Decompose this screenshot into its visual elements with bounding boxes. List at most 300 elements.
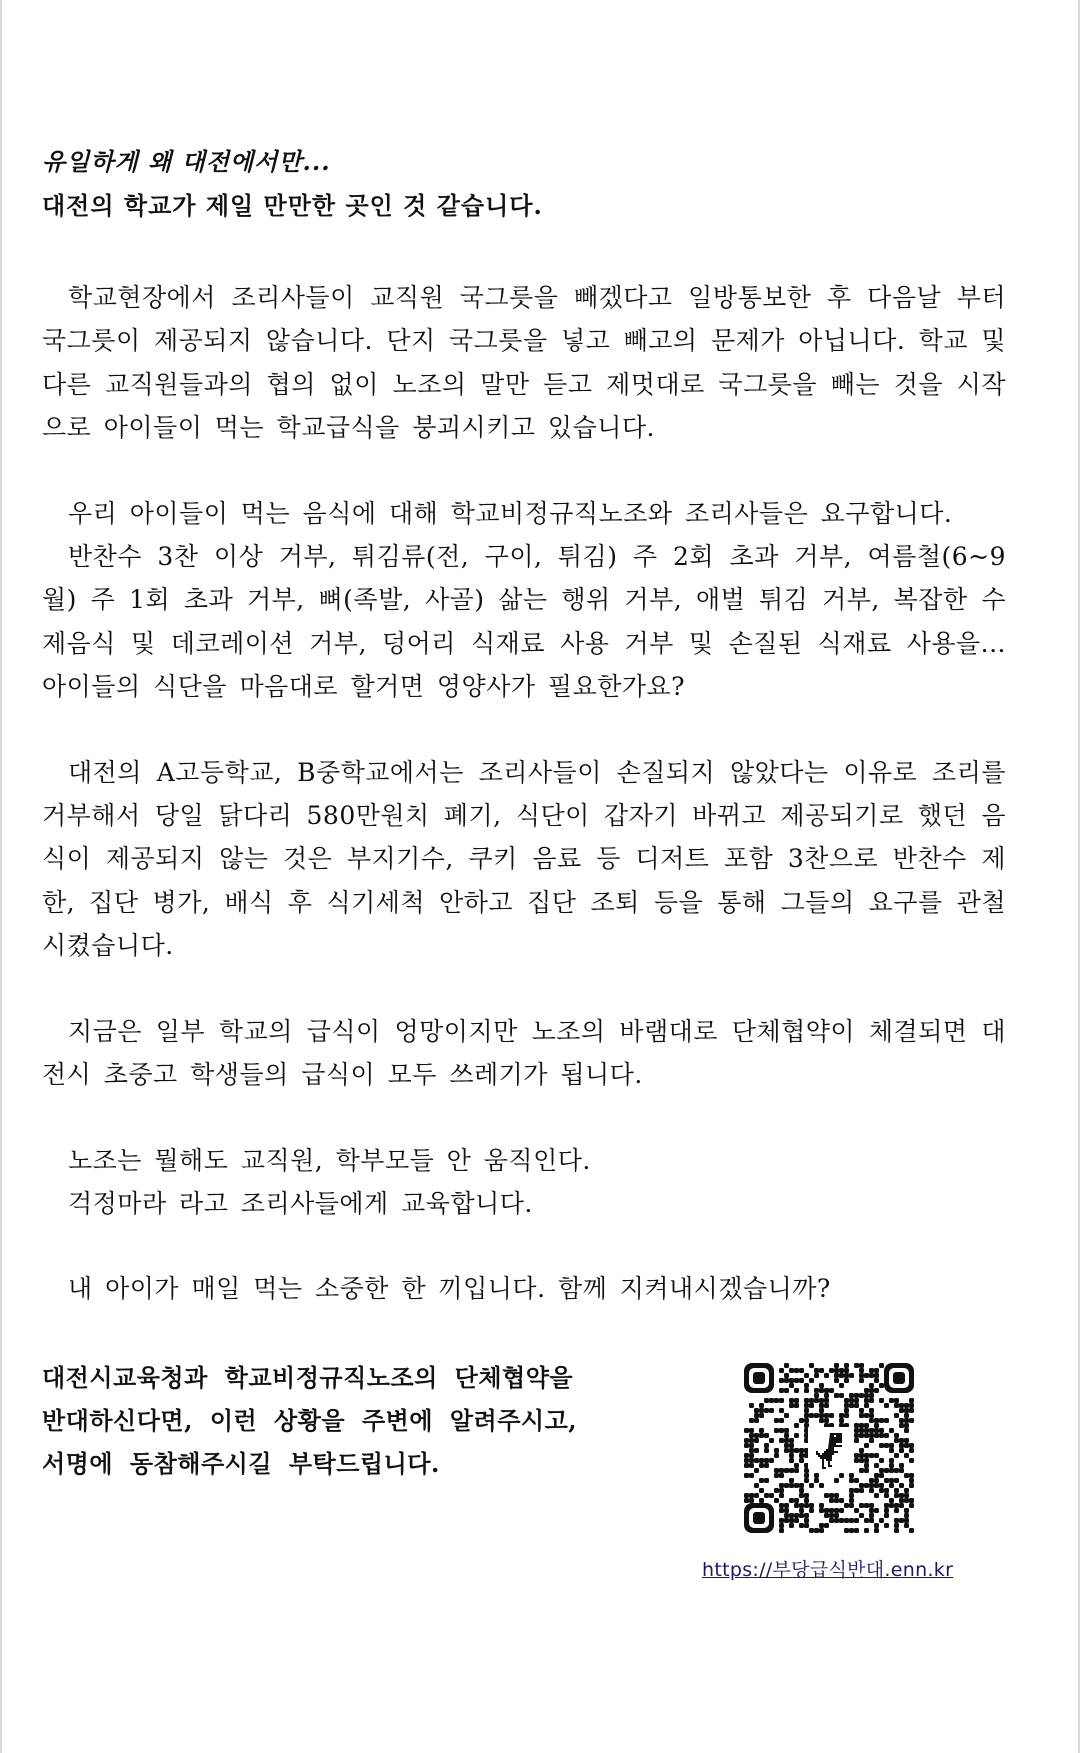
- qr-module: [894, 1528, 899, 1533]
- qr-module: [769, 1438, 774, 1443]
- qr-module: [859, 1448, 864, 1453]
- petition-link[interactable]: https://부당급식반대.enn.kr: [702, 1559, 954, 1581]
- qr-module: [829, 1508, 834, 1513]
- qr-module: [879, 1433, 884, 1438]
- qr-module: [844, 1378, 849, 1383]
- qr-module: [909, 1528, 914, 1533]
- qr-module: [809, 1508, 814, 1513]
- qr-module: [864, 1518, 869, 1523]
- qr-module: [839, 1373, 844, 1378]
- qr-module: [854, 1518, 859, 1523]
- qr-module: [809, 1378, 814, 1383]
- qr-module: [899, 1443, 904, 1448]
- qr-module: [834, 1393, 839, 1398]
- qr-module: [869, 1483, 874, 1488]
- qr-module: [864, 1503, 869, 1508]
- qr-module: [794, 1468, 799, 1473]
- qr-module: [814, 1478, 819, 1483]
- qr-module: [849, 1488, 854, 1493]
- qr-module: [899, 1403, 904, 1408]
- qr-module: [859, 1488, 864, 1493]
- qr-module: [784, 1468, 789, 1473]
- qr-module: [839, 1383, 844, 1388]
- qr-module: [794, 1513, 799, 1518]
- qr-module: [754, 1408, 759, 1413]
- qr-module: [764, 1478, 769, 1483]
- qr-module: [809, 1398, 814, 1403]
- qr-module: [894, 1403, 899, 1408]
- qr-module: [854, 1438, 859, 1443]
- qr-module: [884, 1523, 889, 1528]
- paragraph-4: [42, 1010, 1006, 1097]
- qr-module: [819, 1388, 824, 1393]
- paragraph-6-text: 내 아이가 매일 먹는 소중한 한 끼입니다. 함께 지켜내시겠습니까?: [68, 1274, 831, 1304]
- qr-module: [864, 1413, 869, 1418]
- qr-module: [779, 1378, 784, 1383]
- qr-module: [894, 1503, 899, 1508]
- qr-module: [794, 1483, 799, 1488]
- qr-module: [749, 1453, 754, 1458]
- qr-module: [804, 1523, 809, 1528]
- qr-module: [794, 1388, 799, 1393]
- qr-module: [794, 1403, 799, 1408]
- qr-module: [874, 1388, 879, 1393]
- qr-module: [789, 1383, 794, 1388]
- qr-module: [834, 1363, 839, 1368]
- qr-module: [804, 1518, 809, 1523]
- qr-module: [784, 1428, 789, 1433]
- qr-module: [889, 1468, 894, 1473]
- qr-module: [894, 1468, 899, 1473]
- qr-module: [894, 1438, 899, 1443]
- qr-module: [909, 1403, 914, 1408]
- qr-module: [879, 1398, 884, 1403]
- closing-line-2: 반대하신다면, 이런 상황을 주변에 알려주시고,: [42, 1406, 578, 1435]
- qr-module: [759, 1408, 764, 1413]
- qr-module: [854, 1423, 859, 1428]
- qr-module: [819, 1418, 824, 1423]
- qr-module: [854, 1458, 859, 1463]
- qr-module: [789, 1378, 794, 1383]
- qr-module: [784, 1438, 789, 1443]
- qr-code[interactable]: [744, 1363, 914, 1533]
- qr-module: [859, 1423, 864, 1428]
- qr-module: [754, 1468, 759, 1473]
- qr-module: [784, 1388, 789, 1393]
- qr-module: [824, 1513, 829, 1518]
- qr-module: [904, 1403, 909, 1408]
- qr-module: [779, 1468, 784, 1473]
- qr-module: [779, 1398, 784, 1403]
- qr-module: [779, 1528, 784, 1533]
- qr-module: [889, 1398, 894, 1403]
- intro-question: 유일하게 왜 대전에서만...: [42, 147, 331, 176]
- qr-module: [769, 1493, 774, 1498]
- qr-module: [744, 1458, 749, 1463]
- qr-module: [789, 1438, 794, 1443]
- qr-module: [784, 1378, 789, 1383]
- qr-module: [814, 1473, 819, 1478]
- qr-module: [804, 1473, 809, 1478]
- qr-module: [854, 1433, 859, 1438]
- qr-module: [884, 1508, 889, 1513]
- qr-module: [794, 1503, 799, 1508]
- qr-module: [879, 1473, 884, 1478]
- qr-module: [774, 1418, 779, 1423]
- qr-module: [774, 1428, 779, 1433]
- qr-module: [849, 1518, 854, 1523]
- qr-module: [804, 1493, 809, 1498]
- qr-module: [799, 1378, 804, 1383]
- qr-module: [839, 1413, 844, 1418]
- qr-module: [829, 1513, 834, 1518]
- qr-module: [894, 1453, 899, 1458]
- qr-module: [869, 1408, 874, 1413]
- qr-module: [799, 1418, 804, 1423]
- qr-module: [834, 1513, 839, 1518]
- qr-module: [904, 1443, 909, 1448]
- qr-module: [909, 1483, 914, 1488]
- qr-module: [859, 1503, 864, 1508]
- qr-module: [764, 1408, 769, 1413]
- qr-module: [749, 1493, 754, 1498]
- qr-module: [744, 1453, 749, 1458]
- qr-module: [789, 1448, 794, 1453]
- qr-module: [839, 1418, 844, 1423]
- qr-module: [794, 1423, 799, 1428]
- paragraph-5: [42, 1139, 1006, 1226]
- qr-module: [899, 1438, 904, 1443]
- qr-module: [824, 1393, 829, 1398]
- qr-module: [859, 1378, 864, 1383]
- qr-module: [749, 1428, 754, 1433]
- qr-module: [874, 1423, 879, 1428]
- qr-module: [894, 1433, 899, 1438]
- qr-module: [819, 1383, 824, 1388]
- qr-module: [764, 1443, 769, 1448]
- qr-module: [899, 1463, 904, 1468]
- qr-module: [864, 1433, 869, 1438]
- qr-module: [789, 1368, 794, 1373]
- qr-module: [804, 1388, 809, 1393]
- qr-module: [764, 1398, 769, 1403]
- paragraph-2: [42, 492, 1006, 709]
- qr-module: [869, 1373, 874, 1378]
- qr-module: [754, 1438, 759, 1443]
- qr-module: [839, 1518, 844, 1523]
- qr-module: [904, 1438, 909, 1443]
- qr-module: [864, 1373, 869, 1378]
- qr-module: [804, 1498, 809, 1503]
- qr-module: [784, 1448, 789, 1453]
- qr-module: [819, 1403, 824, 1408]
- qr-module: [864, 1453, 869, 1458]
- qr-module: [789, 1453, 794, 1458]
- qr-module: [834, 1478, 839, 1483]
- qr-module: [849, 1503, 854, 1508]
- qr-module: [899, 1408, 904, 1413]
- qr-module: [889, 1458, 894, 1463]
- qr-module: [894, 1478, 899, 1483]
- qr-module: [874, 1483, 879, 1488]
- qr-module: [754, 1483, 759, 1488]
- qr-module: [904, 1413, 909, 1418]
- qr-module: [884, 1433, 889, 1438]
- qr-module: [904, 1453, 909, 1458]
- qr-module: [794, 1518, 799, 1523]
- qr-module: [819, 1368, 824, 1373]
- qr-module: [794, 1398, 799, 1403]
- qr-module: [859, 1433, 864, 1438]
- qr-module: [899, 1498, 904, 1503]
- paragraph-4-text: 지금은 일부 학교의 급식이 엉망이지만 노조의 바램대로 단체협약이 체결되면 대전시 초중고 학생들의 급식이 모두 쓰레기가 됩니다.: [42, 1016, 1006, 1090]
- qr-module: [854, 1363, 859, 1368]
- qr-module: [774, 1488, 779, 1493]
- qr-module: [859, 1363, 864, 1368]
- qr-module: [784, 1518, 789, 1523]
- qr-module: [799, 1368, 804, 1373]
- qr-module: [744, 1443, 749, 1448]
- qr-module: [749, 1498, 754, 1503]
- qr-module: [834, 1508, 839, 1513]
- qr-module: [799, 1513, 804, 1518]
- qr-module: [779, 1503, 784, 1508]
- qr-module: [809, 1413, 814, 1418]
- qr-module: [849, 1398, 854, 1403]
- qr-module: [869, 1513, 874, 1518]
- qr-module: [894, 1508, 899, 1513]
- qr-module: [789, 1513, 794, 1518]
- qr-module: [749, 1433, 754, 1438]
- qr-module: [804, 1413, 809, 1418]
- qr-module: [819, 1523, 824, 1528]
- qr-module: [824, 1388, 829, 1393]
- qr-module: [779, 1508, 784, 1513]
- qr-module: [859, 1428, 864, 1433]
- qr-module: [889, 1448, 894, 1453]
- qr-module: [789, 1458, 794, 1463]
- qr-module: [899, 1493, 904, 1498]
- qr-module: [834, 1373, 839, 1378]
- qr-module: [889, 1498, 894, 1503]
- qr-module: [899, 1518, 904, 1523]
- qr-module: [779, 1523, 784, 1528]
- qr-module: [794, 1498, 799, 1503]
- qr-module: [794, 1433, 799, 1438]
- qr-module: [904, 1408, 909, 1413]
- qr-module: [869, 1453, 874, 1458]
- qr-module: [789, 1478, 794, 1483]
- qr-module: [864, 1463, 869, 1468]
- qr-module: [874, 1473, 879, 1478]
- qr-module: [849, 1473, 854, 1478]
- qr-module: [894, 1493, 899, 1498]
- qr-module: [854, 1393, 859, 1398]
- qr-module: [804, 1418, 809, 1423]
- qr-module: [804, 1383, 809, 1388]
- qr-module: [854, 1528, 859, 1533]
- qr-module: [909, 1458, 914, 1463]
- qr-module: [804, 1398, 809, 1403]
- qr-module: [879, 1363, 884, 1368]
- qr-module: [874, 1378, 879, 1383]
- qr-module: [869, 1418, 874, 1423]
- qr-module: [849, 1478, 854, 1483]
- qr-module: [864, 1458, 869, 1463]
- qr-module: [904, 1498, 909, 1503]
- qr-module: [874, 1368, 879, 1373]
- qr-module: [899, 1468, 904, 1473]
- qr-module: [814, 1413, 819, 1418]
- qr-module: [904, 1473, 909, 1478]
- qr-module: [864, 1483, 869, 1488]
- qr-module: [909, 1478, 914, 1483]
- qr-module: [879, 1458, 884, 1463]
- qr-module: [889, 1463, 894, 1468]
- qr-module: [894, 1523, 899, 1528]
- qr-module: [749, 1418, 754, 1423]
- qr-module: [759, 1478, 764, 1483]
- qr-module: [859, 1453, 864, 1458]
- qr-module: [844, 1398, 849, 1403]
- qr-module: [754, 1448, 759, 1453]
- qr-module: [789, 1523, 794, 1528]
- qr-module: [779, 1483, 784, 1488]
- qr-module: [884, 1513, 889, 1518]
- qr-module: [874, 1453, 879, 1458]
- qr-module: [854, 1428, 859, 1433]
- qr-module: [879, 1468, 884, 1473]
- qr-module: [864, 1393, 869, 1398]
- qr-module: [904, 1513, 909, 1518]
- qr-module: [809, 1483, 814, 1488]
- qr-module: [829, 1413, 834, 1418]
- qr-module: [859, 1458, 864, 1463]
- closing-appeal: [42, 1356, 662, 1485]
- qr-module: [849, 1528, 854, 1533]
- qr-module: [824, 1413, 829, 1418]
- qr-module: [904, 1508, 909, 1513]
- qr-module: [749, 1458, 754, 1463]
- qr-module: [879, 1488, 884, 1493]
- qr-module: [904, 1518, 909, 1523]
- qr-module: [869, 1393, 874, 1398]
- qr-module: [759, 1413, 764, 1418]
- qr-module: [779, 1473, 784, 1478]
- qr-module: [789, 1403, 794, 1408]
- qr-module: [754, 1458, 759, 1463]
- qr-module: [764, 1458, 769, 1463]
- qr-module: [759, 1498, 764, 1503]
- paragraph-3: [42, 751, 1006, 968]
- qr-module: [779, 1418, 784, 1423]
- paragraph-3-text: 대전의 A고등학교, B중학교에서는 조리사들이 손질되지 않았다는 이유로 조리를 거부해서 당일 닭다리 580만원치 폐기, 식단이 갑자기 바뀌고 제공되기로 했던 음식이 제공되지 않는 것은 부지기수, 쿠키 음료 등 디저트 포함 3찬으로 반찬수 제한, 집단 병가, 배식 후 식기세척 안하고 집단 조퇴 등을 통해 그들의 요구를 관철시켰습니다.: [42, 757, 1006, 961]
- qr-module: [864, 1398, 869, 1403]
- qr-module: [869, 1478, 874, 1483]
- qr-module: [909, 1473, 914, 1478]
- qr-module: [789, 1468, 794, 1473]
- qr-module: [864, 1388, 869, 1393]
- qr-module: [849, 1373, 854, 1378]
- qr-module: [789, 1518, 794, 1523]
- qr-module: [864, 1423, 869, 1428]
- paragraph-5-line-1: 노조는 뭘해도 교직원, 학부모들 안 움직인다.: [68, 1145, 591, 1175]
- qr-module: [894, 1398, 899, 1403]
- qr-module: [884, 1493, 889, 1498]
- qr-module: [774, 1468, 779, 1473]
- qr-module: [809, 1528, 814, 1533]
- qr-module: [804, 1478, 809, 1483]
- qr-module: [889, 1428, 894, 1433]
- qr-module: [759, 1403, 764, 1408]
- qr-module: [754, 1413, 759, 1418]
- qr-module: [869, 1503, 874, 1508]
- qr-module: [759, 1488, 764, 1493]
- qr-module: [779, 1408, 784, 1413]
- qr-module: [849, 1493, 854, 1498]
- qr-module: [744, 1493, 749, 1498]
- qr-module: [759, 1433, 764, 1438]
- qr-module: [794, 1378, 799, 1383]
- qr-module: [804, 1513, 809, 1518]
- qr-module: [854, 1453, 859, 1458]
- qr-module: [799, 1453, 804, 1458]
- qr-module: [749, 1443, 754, 1448]
- qr-module: [839, 1368, 844, 1373]
- qr-module: [819, 1508, 824, 1513]
- qr-module: [879, 1418, 884, 1423]
- qr-module: [789, 1498, 794, 1503]
- qr-module: [854, 1403, 859, 1408]
- qr-module: [814, 1398, 819, 1403]
- qr-module: [899, 1503, 904, 1508]
- qr-module: [894, 1518, 899, 1523]
- qr-module: [859, 1373, 864, 1378]
- qr-module: [824, 1523, 829, 1528]
- qr-module: [874, 1478, 879, 1483]
- qr-module: [819, 1413, 824, 1418]
- qr-module: [844, 1518, 849, 1523]
- qr-module: [859, 1408, 864, 1413]
- qr-module: [749, 1448, 754, 1453]
- qr-module: [879, 1443, 884, 1448]
- qr-module: [864, 1468, 869, 1473]
- qr-module: [879, 1483, 884, 1488]
- qr-module: [869, 1428, 874, 1433]
- qr-module: [859, 1483, 864, 1488]
- qr-module: [849, 1403, 854, 1408]
- paragraph-1-text: 학교현장에서 조리사들이 교직원 국그릇을 빼겠다고 일방통보한 후 다음날 부터 국그릇이 제공되지 않습니다. 단지 국그릇을 넣고 빼고의 문제가 아닙니다. 학교 및 다른 교직원들과의 협의 없이 노조의 말만 듣고 제멋대로 국그릇을 빼는 것을 시작으로 아이들이 먹는 학교급식을 붕괴시키고 있습니다.: [42, 283, 1006, 443]
- qr-module: [864, 1443, 869, 1448]
- qr-module: [869, 1413, 874, 1418]
- qr-module: [814, 1393, 819, 1398]
- qr-module: [779, 1493, 784, 1498]
- qr-module: [844, 1503, 849, 1508]
- qr-module: [799, 1488, 804, 1493]
- qr-module: [814, 1373, 819, 1378]
- qr-module: [899, 1448, 904, 1453]
- qr-module: [774, 1453, 779, 1458]
- qr-module: [909, 1503, 914, 1508]
- qr-module: [834, 1378, 839, 1383]
- qr-module: [769, 1408, 774, 1413]
- document-body: [42, 140, 1006, 1311]
- qr-module: [794, 1448, 799, 1453]
- dinosaur-icon: [808, 1427, 850, 1469]
- qr-module: [744, 1428, 749, 1433]
- qr-module: [839, 1393, 844, 1398]
- qr-module: [764, 1448, 769, 1453]
